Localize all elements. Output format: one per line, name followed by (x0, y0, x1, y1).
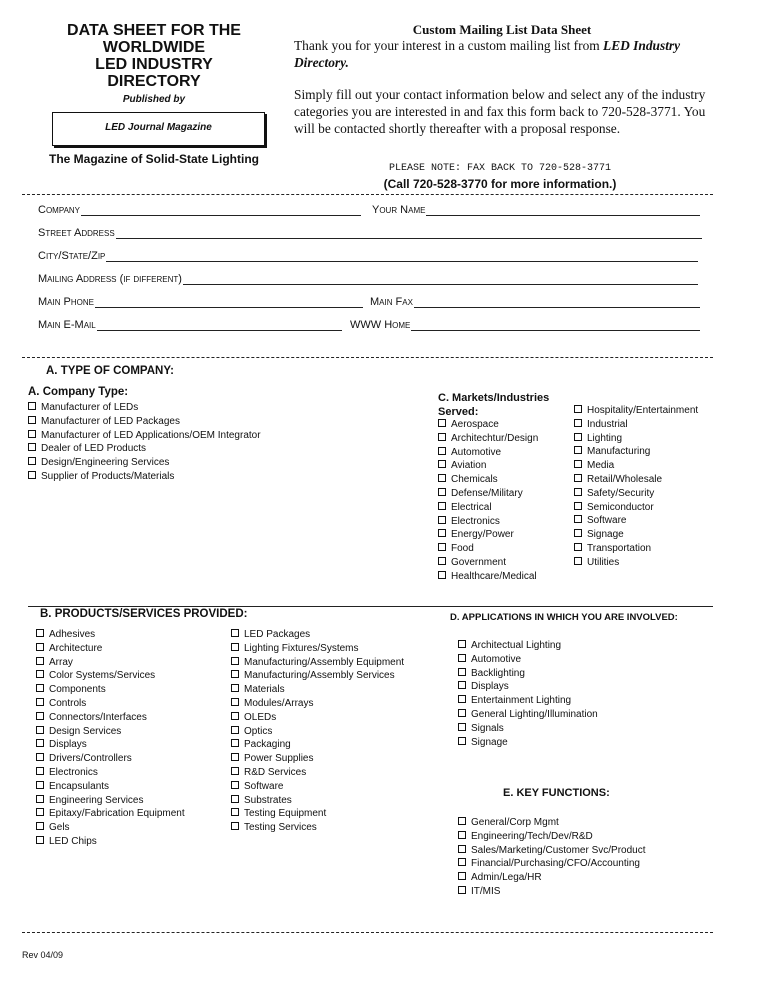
input-line[interactable] (116, 228, 702, 239)
checkbox[interactable] (231, 684, 239, 692)
checkbox-label: Supplier of Products/Materials (41, 470, 175, 482)
checkbox[interactable] (438, 447, 446, 455)
checkbox-item[interactable] (231, 725, 404, 739)
checkbox-item[interactable] (458, 830, 646, 844)
checkbox-label: Engineering Services (49, 794, 144, 806)
checkbox[interactable] (438, 474, 446, 482)
intro-paragraph-1 (294, 37, 714, 71)
checkbox-label: Adhesives (49, 629, 96, 640)
checkbox[interactable] (438, 516, 446, 524)
checkbox[interactable] (36, 795, 44, 803)
street-field[interactable] (38, 225, 702, 239)
checkbox[interactable] (458, 709, 466, 717)
checkbox-label: Dealer of LED Products (41, 443, 147, 455)
checkbox-item[interactable] (438, 487, 538, 501)
checkbox-item[interactable] (231, 683, 404, 697)
checkbox-item[interactable] (231, 807, 404, 821)
revision-label: Rev 04/09 (22, 950, 64, 960)
checkbox-item[interactable] (458, 680, 598, 694)
checkbox[interactable] (231, 712, 239, 720)
checkbox-label: Signals (471, 722, 504, 734)
title-line: DIRECTORY (107, 73, 201, 90)
markets-list-2 (574, 404, 698, 570)
checkbox-item[interactable] (231, 821, 404, 835)
checkbox-item[interactable] (458, 667, 598, 681)
checkbox[interactable] (438, 502, 446, 510)
checkbox-label: Safety/Security (587, 487, 655, 499)
checkbox-label: Backlighting (471, 667, 525, 679)
call-note: (Call 720-528-3770 for more information.) (383, 177, 617, 191)
checkbox-label: Media (587, 460, 615, 472)
checkbox-item[interactable] (231, 738, 404, 752)
checkbox-label: Electronics (451, 515, 500, 527)
checkbox-item[interactable] (231, 711, 404, 725)
checkbox-label: Architechtur/Design (451, 432, 539, 444)
checkbox[interactable] (231, 643, 239, 651)
checkbox-item[interactable] (36, 766, 185, 780)
checkbox-label: Electrical (451, 501, 492, 513)
checkbox-label: Encapsulants (49, 780, 110, 792)
functions-list (458, 816, 646, 899)
input-line[interactable] (95, 297, 363, 308)
section-e-heading: E. KEY FUNCTIONS: (503, 787, 610, 799)
checkbox-label: Defense/Military (451, 487, 523, 499)
checkbox-item[interactable] (36, 642, 185, 656)
checkbox-label: LED Chips (49, 835, 97, 847)
checkbox[interactable] (36, 629, 44, 637)
section-d-rule (434, 606, 713, 607)
checkbox-label: Aerospace (451, 419, 499, 430)
checkbox-label: Manufacturer of LED Applications/OEM Integrator (41, 429, 261, 441)
checkbox-label: Healthcare/Medical (451, 570, 537, 582)
checkbox-label: Software (244, 780, 284, 792)
checkbox[interactable] (438, 543, 446, 551)
company-type-heading: A. Company Type: (28, 386, 129, 398)
checkbox-label: Admin/Lega/HR (471, 872, 542, 884)
checkbox-item[interactable] (438, 432, 538, 446)
products-list-1 (36, 628, 185, 849)
checkbox-item[interactable] (36, 725, 185, 739)
input-line[interactable] (411, 320, 700, 331)
checkbox-label: Substrates (244, 794, 292, 806)
checkbox-item[interactable] (36, 697, 185, 711)
checkbox-item[interactable] (231, 642, 404, 656)
checkbox-label: Automotive (451, 446, 502, 458)
checkbox-label: Architectual Lighting (471, 640, 562, 651)
checkbox[interactable] (231, 670, 239, 678)
checkbox[interactable] (36, 767, 44, 775)
input-line[interactable] (106, 251, 698, 262)
checkbox-item[interactable] (574, 556, 698, 570)
checkbox-item[interactable] (574, 487, 698, 501)
checkbox-label: Epitaxy/Fabrication Equipment (49, 808, 185, 820)
checkbox[interactable] (36, 753, 44, 761)
directory-name: LED Industry Directory. (294, 38, 681, 70)
checkbox-item[interactable] (28, 429, 261, 443)
checkbox-label: Government (451, 556, 507, 568)
publisher-name: LED Journal Magazine (105, 122, 212, 133)
fax-label: Main Fax (370, 296, 413, 308)
checkbox[interactable] (458, 872, 466, 880)
city-label: City/State/Zip (38, 250, 106, 262)
checkbox[interactable] (231, 629, 239, 637)
www-label: WWW Home (350, 319, 411, 331)
checkbox-item[interactable] (438, 501, 538, 515)
checkbox[interactable] (458, 668, 466, 676)
checkbox[interactable] (36, 739, 44, 747)
checkbox-item[interactable] (438, 459, 538, 473)
checkbox-label: Displays (471, 681, 509, 693)
checkbox-label: Energy/Power (451, 529, 514, 541)
checkbox-item[interactable] (574, 459, 698, 473)
checkbox-item[interactable] (458, 694, 598, 708)
checkbox-label: Architecture (49, 642, 103, 654)
checkbox-item[interactable] (574, 528, 698, 542)
checkbox[interactable] (438, 571, 446, 579)
checkbox-item[interactable] (36, 628, 185, 642)
checkbox-label: Food (451, 543, 474, 555)
checkbox-item[interactable] (231, 697, 404, 711)
section-b-heading: B. PRODUCTS/SERVICES PROVIDED: (40, 608, 248, 620)
checkbox[interactable] (458, 737, 466, 745)
publisher-box (52, 112, 265, 146)
checkbox-label: Packaging (244, 739, 291, 751)
checkbox-label: Signage (587, 529, 624, 541)
checkbox[interactable] (438, 529, 446, 537)
checkbox-item[interactable] (28, 415, 261, 429)
checkbox-item[interactable] (438, 418, 538, 432)
checkbox-item[interactable] (28, 401, 261, 415)
checkbox[interactable] (36, 726, 44, 734)
city-field[interactable] (38, 248, 698, 262)
your-name-field[interactable] (372, 202, 700, 216)
www-field[interactable] (350, 317, 700, 331)
checkbox-label: Retail/Wholesale (587, 473, 663, 485)
checkbox-label: Utilities (587, 556, 620, 568)
tagline: The Magazine of Solid-State Lighting (49, 152, 259, 166)
checkbox-label: Displays (49, 739, 87, 751)
checkbox[interactable] (574, 488, 582, 496)
checkbox-item[interactable] (36, 711, 185, 725)
checkbox-item[interactable] (36, 683, 185, 697)
mailing-label: Mailing Address (if different) (38, 273, 182, 285)
checkbox-label: Drivers/Controllers (49, 753, 132, 765)
checkbox[interactable] (574, 419, 582, 427)
checkbox-item[interactable] (458, 653, 598, 667)
checkbox[interactable] (458, 654, 466, 662)
markets-list-1 (438, 418, 538, 584)
checkbox[interactable] (28, 416, 36, 424)
checkbox-item[interactable] (458, 844, 646, 858)
checkbox[interactable] (231, 781, 239, 789)
checkbox-item[interactable] (36, 669, 185, 683)
checkbox-item[interactable] (574, 473, 698, 487)
checkbox-label: Manufacturing/Assembly Services (244, 670, 395, 682)
checkbox[interactable] (458, 831, 466, 839)
products-list-2 (231, 628, 404, 835)
company-field[interactable] (38, 202, 361, 216)
checkbox-label: Array (49, 656, 73, 668)
checkbox[interactable] (438, 488, 446, 496)
checkbox-label: Lighting Fixtures/Systems (244, 642, 359, 654)
checkbox-item[interactable] (231, 669, 404, 683)
checkbox-item[interactable] (458, 857, 646, 871)
checkbox-label: Transportation (587, 542, 652, 554)
company-type-list (28, 401, 261, 484)
checkbox[interactable] (574, 446, 582, 454)
checkbox-item[interactable] (36, 738, 185, 752)
checkbox-label: IT/MIS (471, 885, 501, 897)
checkbox[interactable] (458, 640, 466, 648)
checkbox-label: Testing Services (244, 822, 317, 834)
checkbox-item[interactable] (438, 515, 538, 529)
phone-label: Main Phone (38, 296, 95, 308)
checkbox[interactable] (574, 515, 582, 523)
checkbox-item[interactable] (231, 780, 404, 794)
checkbox[interactable] (574, 502, 582, 510)
checkbox-label: Entertainment Lighting (471, 695, 572, 707)
checkbox-label: Controls (49, 697, 87, 709)
checkbox-item[interactable] (574, 514, 698, 528)
checkbox-label: Power Supplies (244, 753, 314, 765)
checkbox[interactable] (28, 457, 36, 465)
checkbox[interactable] (438, 419, 446, 427)
checkbox[interactable] (231, 808, 239, 816)
checkbox-item[interactable] (36, 752, 185, 766)
title-line: WORLDWIDE (102, 39, 206, 56)
checkbox[interactable] (574, 405, 582, 413)
checkbox-item[interactable] (458, 736, 598, 750)
checkbox[interactable] (36, 643, 44, 651)
section-d-heading: D. APPLICATIONS IN WHICH YOU ARE INVOLVED: (450, 612, 678, 623)
checkbox[interactable] (28, 471, 36, 479)
checkbox-label: Testing Equipment (244, 808, 327, 820)
checkbox-label: Design Services (49, 725, 122, 737)
checkbox-item[interactable] (28, 470, 261, 484)
checkbox-label: Software (587, 515, 627, 527)
checkbox-label: Optics (244, 725, 273, 737)
checkbox-label: Engineering/Tech/Dev/R&D (471, 830, 593, 842)
checkbox-label: Chemicals (451, 474, 498, 486)
checkbox-item[interactable] (438, 570, 538, 584)
checkbox[interactable] (36, 781, 44, 789)
checkbox-item[interactable] (438, 528, 538, 542)
checkbox-label: Materials (244, 684, 285, 696)
checkbox-item[interactable] (36, 807, 185, 821)
mailing-field[interactable] (38, 271, 698, 285)
checkbox-label: Semiconductor (587, 501, 654, 513)
checkbox-label: Automotive (471, 653, 522, 665)
checkbox-label: Manufacturing/Assembly Equipment (244, 656, 405, 668)
checkbox[interactable] (458, 723, 466, 731)
street-label: Street Address (38, 227, 115, 239)
checkbox-item[interactable] (231, 794, 404, 808)
checkbox[interactable] (574, 474, 582, 482)
checkbox-item[interactable] (574, 418, 698, 432)
checkbox-item[interactable] (28, 442, 261, 456)
published-by: Published by (122, 94, 186, 105)
checkbox-label: Aviation (451, 460, 487, 472)
section-c-heading (438, 391, 549, 419)
checkbox-label: Lighting (587, 432, 623, 444)
checkbox-item[interactable] (458, 885, 646, 899)
company-label: Company (38, 204, 81, 216)
checkbox-label: Sales/Marketing/Customer Svc/Product (471, 844, 646, 856)
checkbox[interactable] (36, 698, 44, 706)
checkbox-item[interactable] (574, 404, 698, 418)
checkbox[interactable] (231, 698, 239, 706)
checkbox-label: Connectors/Interfaces (49, 711, 147, 723)
checkbox[interactable] (28, 443, 36, 451)
email-label: Main E-Mail (38, 319, 96, 331)
intro-text: Thank you for your interest in a custom mailing list from (294, 38, 604, 53)
checkbox[interactable] (36, 712, 44, 720)
checkbox[interactable] (574, 557, 582, 565)
checkbox-label: General/Corp Mgmt (471, 817, 559, 828)
checkbox[interactable] (438, 433, 446, 441)
checkbox-item[interactable] (36, 656, 185, 670)
checkbox-label: Financial/Purchasing/CFO/Accounting (471, 858, 640, 870)
email-field[interactable] (38, 317, 342, 331)
checkbox[interactable] (438, 557, 446, 565)
checkbox[interactable] (231, 767, 239, 775)
checkbox[interactable] (36, 836, 44, 844)
title-line: DATA SHEET FOR THE (67, 22, 241, 39)
checkbox-item[interactable] (438, 556, 538, 570)
checkbox-item[interactable] (231, 656, 404, 670)
section-a-heading: A. TYPE OF COMPANY: (46, 365, 174, 377)
checkbox-item[interactable] (574, 445, 698, 459)
checkbox-item[interactable] (438, 446, 538, 460)
checkbox-item[interactable] (231, 628, 404, 642)
section-c-heading-line: C. Markets/Industries (438, 392, 550, 404)
checkbox-item[interactable] (231, 752, 404, 766)
checkbox[interactable] (231, 822, 239, 830)
input-line[interactable] (414, 297, 700, 308)
your-name-label: Your Name (372, 204, 426, 216)
divider (22, 357, 713, 358)
fax-note: PLEASE NOTE: FAX BACK TO 720-528-3771 (388, 163, 612, 174)
divider (22, 932, 713, 933)
intro-paragraph-2: Simply fill out your contact information below and select any of the industry categories you are interested in and fax this form back to 720-528-3771. You will be contacted shortly thereafter with a proposal response. (294, 87, 706, 136)
checkbox-label: R&D Services (244, 766, 307, 778)
checkbox-label: Manufacturer of LED Packages (41, 415, 180, 427)
checkbox-item[interactable] (574, 501, 698, 515)
checkbox-item[interactable] (574, 542, 698, 556)
checkbox-label: Manufacturer of LEDs (41, 402, 139, 413)
checkbox[interactable] (574, 433, 582, 441)
section-c-heading-line: Served: (438, 406, 479, 418)
checkbox[interactable] (574, 460, 582, 468)
checkbox[interactable] (438, 460, 446, 468)
checkbox-label: LED Packages (244, 629, 311, 640)
checkbox[interactable] (574, 529, 582, 537)
checkbox[interactable] (231, 726, 239, 734)
checkbox-item[interactable] (458, 816, 646, 830)
input-line[interactable] (97, 320, 342, 331)
checkbox-label: Modules/Arrays (244, 697, 314, 709)
checkbox-item[interactable] (36, 780, 185, 794)
checkbox[interactable] (231, 657, 239, 665)
checkbox-label: General Lighting/Illumination (471, 708, 598, 720)
checkbox-label: Electronics (49, 766, 98, 778)
checkbox-item[interactable] (438, 473, 538, 487)
checkbox-item[interactable] (458, 708, 598, 722)
checkbox[interactable] (28, 402, 36, 410)
checkbox[interactable] (231, 795, 239, 803)
checkbox-item[interactable] (28, 456, 261, 470)
checkbox[interactable] (231, 739, 239, 747)
directory-title (40, 22, 268, 90)
checkbox-label: Gels (49, 822, 70, 834)
checkbox-item[interactable] (438, 542, 538, 556)
checkbox-label: Color Systems/Services (49, 670, 156, 682)
checkbox-label: Industrial (587, 418, 628, 430)
checkbox-item[interactable] (458, 871, 646, 885)
checkbox[interactable] (28, 430, 36, 438)
checkbox-label: Design/Engineering Services (41, 457, 170, 469)
checkbox-label: Signage (471, 736, 508, 748)
input-line[interactable] (426, 205, 700, 216)
checkbox-item[interactable] (231, 766, 404, 780)
sheet-title: Custom Mailing List Data Sheet (412, 22, 592, 37)
checkbox-item[interactable] (458, 722, 598, 736)
checkbox-label: Hospitality/Entertainment (587, 405, 699, 416)
checkbox-label: OLEDs (244, 711, 277, 723)
checkbox[interactable] (36, 670, 44, 678)
checkbox[interactable] (231, 753, 239, 761)
fax-field[interactable] (370, 294, 700, 308)
checkbox[interactable] (458, 858, 466, 866)
checkbox-label: Components (49, 684, 106, 696)
checkbox[interactable] (36, 808, 44, 816)
checkbox-item[interactable] (36, 821, 185, 835)
checkbox[interactable] (36, 657, 44, 665)
checkbox[interactable] (458, 681, 466, 689)
checkbox-label: Manufacturing (587, 446, 651, 458)
title-line: LED INDUSTRY (95, 56, 213, 73)
checkbox-item[interactable] (458, 639, 598, 653)
checkbox-item[interactable] (574, 432, 698, 446)
checkbox[interactable] (574, 543, 582, 551)
checkbox[interactable] (458, 817, 466, 825)
section-b-rule (28, 606, 434, 607)
checkbox[interactable] (458, 695, 466, 703)
applications-list (458, 639, 598, 749)
checkbox[interactable] (36, 684, 44, 692)
checkbox[interactable] (458, 845, 466, 853)
checkbox-item[interactable] (36, 835, 185, 849)
input-line[interactable] (183, 274, 698, 285)
phone-field[interactable] (38, 294, 363, 308)
input-line[interactable] (81, 205, 361, 216)
checkbox[interactable] (458, 886, 466, 894)
checkbox-item[interactable] (36, 794, 185, 808)
checkbox[interactable] (36, 822, 44, 830)
divider (22, 194, 713, 195)
